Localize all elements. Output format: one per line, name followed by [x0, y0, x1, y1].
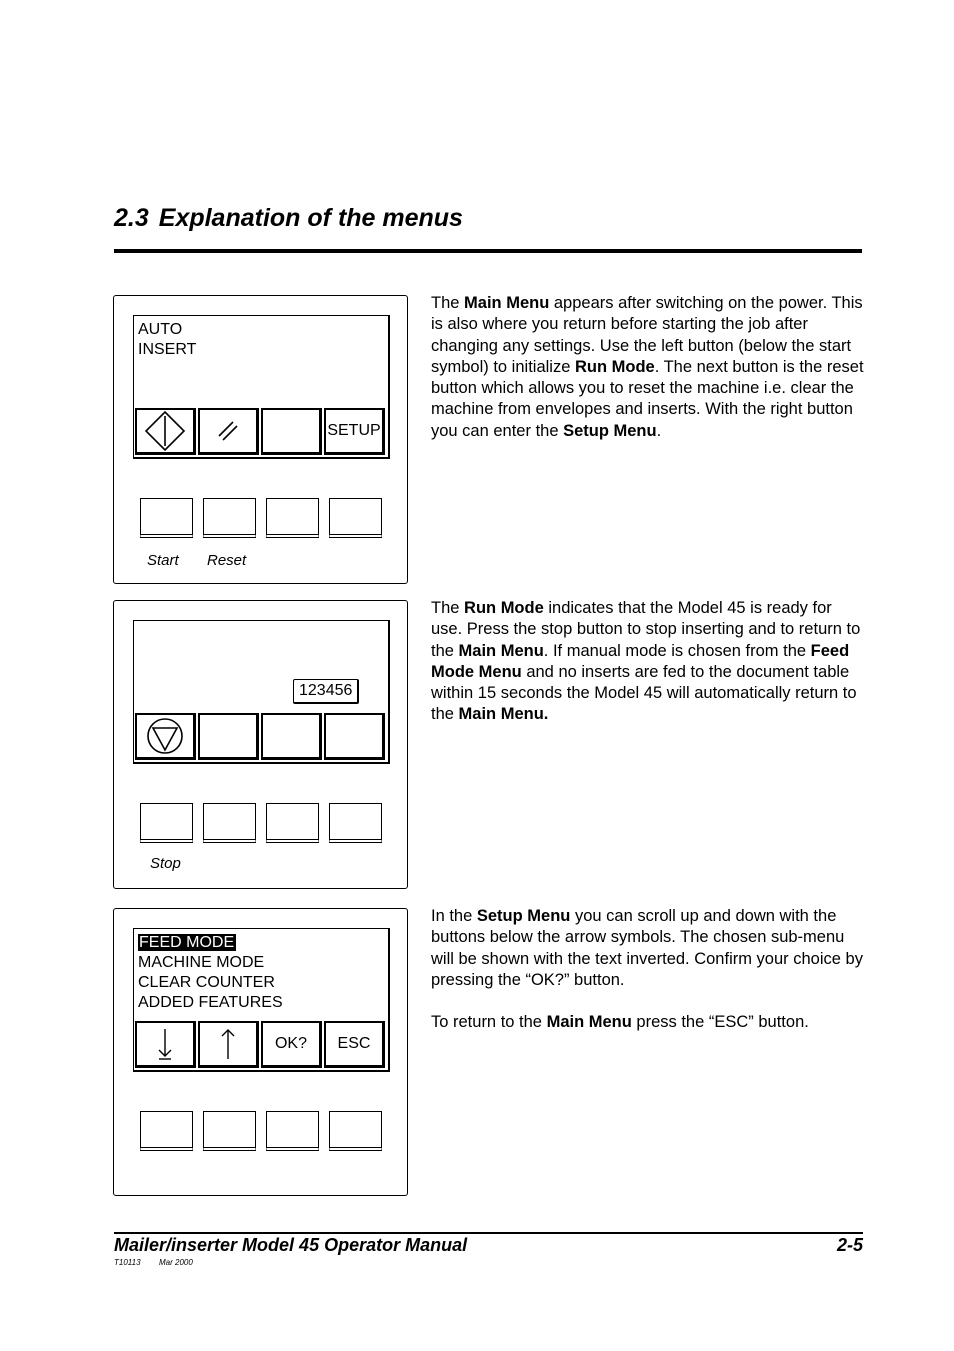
- emphasized-term: Feed Mode Menu: [431, 641, 850, 681]
- setup-paragraph: [431, 906, 865, 991]
- esc-softkey: ESC: [324, 1021, 385, 1068]
- menu-item-added-features: ADDED FEATURES: [138, 994, 283, 1011]
- start-softkey: [135, 408, 196, 455]
- text-run: and no inserts are fed to the document table within 15 seconds the Model 45 will automatically return to the: [431, 662, 857, 724]
- reset-label: Reset: [207, 552, 247, 569]
- hardware-button-4: [329, 803, 382, 843]
- section-number: 2.3: [114, 204, 149, 232]
- reset-icon: [213, 416, 243, 446]
- emphasized-term: Main Menu: [458, 641, 544, 660]
- text-run: . If manual mode is chosen from the: [543, 641, 811, 660]
- hardware-button-3: [266, 803, 319, 843]
- text-run: press the “ESC” button.: [631, 1013, 809, 1032]
- setup-menu-display: [133, 928, 390, 1072]
- main-menu-display: [133, 315, 390, 459]
- stop-softkey: [135, 713, 196, 760]
- emphasized-term: Run Mode: [464, 599, 544, 617]
- setup-menu-description: [431, 906, 865, 1033]
- blank-softkey: [261, 713, 322, 760]
- display-line: INSERT: [138, 341, 197, 358]
- start-label: Start: [147, 552, 179, 569]
- setup-button: [329, 498, 382, 538]
- ok-button: [266, 1111, 319, 1151]
- menu-item-clear-counter: CLEAR COUNTER: [138, 974, 275, 991]
- text-run: appears after switching on the power. This is also where you return before starting the job after changing any settings. Use the left button (below the start symbol) to initialize: [431, 294, 863, 376]
- text-run: .: [656, 421, 662, 440]
- setup-softkey: SETUP: [324, 408, 385, 455]
- run-mode-panel: [113, 600, 408, 889]
- emphasized-term: Main Menu: [546, 1013, 632, 1032]
- run-mode-description: [431, 598, 865, 726]
- setup-menu-panel: [113, 908, 408, 1196]
- text-run: indicates that the Model 45 is ready for use. Press the stop button to stop inserting and to return to the: [431, 599, 861, 660]
- scroll-down-button: [140, 1111, 193, 1151]
- blank-softkey: [324, 713, 385, 760]
- main-menu-description: [431, 293, 865, 442]
- emphasized-term: Main Menu: [464, 294, 550, 312]
- section-heading: [114, 204, 463, 233]
- scroll-down-softkey: [135, 1021, 196, 1068]
- emphasized-term: Main Menu.: [458, 705, 549, 724]
- emphasized-term: Setup Menu: [476, 907, 571, 925]
- stop-icon: [145, 716, 185, 756]
- document-date: Mar 2000: [159, 1258, 193, 1267]
- arrow-down-icon: [155, 1026, 175, 1062]
- stop-label: Stop: [150, 855, 181, 872]
- run-mode-display: [133, 620, 390, 764]
- reset-softkey: [198, 408, 259, 455]
- main-menu-panel: [113, 295, 408, 584]
- return-paragraph: [431, 1012, 865, 1033]
- start-icon: [144, 410, 186, 452]
- stop-button: [140, 803, 193, 843]
- ok-softkey: OK?: [261, 1021, 322, 1068]
- display-line: AUTO: [138, 321, 183, 338]
- blank-softkey: [261, 408, 322, 455]
- hardware-button-2: [203, 803, 256, 843]
- hardware-button-3: [266, 498, 319, 538]
- text-run: To return to the: [431, 1013, 547, 1032]
- menu-item-machine-mode: MACHINE MODE: [138, 954, 265, 971]
- emphasized-term: Run Mode: [574, 357, 655, 376]
- emphasized-term: Setup Menu: [563, 421, 657, 440]
- text-run: . The next button is the reset button which allows you to reset the machine i.e. clear the machine from envelopes and inserts. With the right button you can enter the: [431, 357, 864, 440]
- insert-counter: 123456: [293, 679, 359, 704]
- scroll-up-softkey: [198, 1021, 259, 1068]
- text-run: In the: [431, 907, 477, 925]
- esc-button: [329, 1111, 382, 1151]
- text-run: The: [431, 599, 465, 617]
- text-run: you can scroll up and down with the buttons below the arrow symbols. The chosen sub-menu will be shown with the text inverted. Confirm your choice by pressing the “OK?” button.: [431, 907, 863, 989]
- scroll-up-button: [203, 1111, 256, 1151]
- start-button: [140, 498, 193, 538]
- heading-rule: [114, 249, 862, 253]
- selected-menu-item: FEED MODE: [139, 934, 235, 951]
- section-title: Explanation of the menus: [158, 204, 463, 232]
- menu-item-feed-mode: [138, 933, 283, 953]
- footer-rule: [114, 1232, 863, 1234]
- document-code: T10113: [114, 1258, 141, 1267]
- arrow-up-icon: [218, 1026, 238, 1062]
- manual-title: Mailer/inserter Model 45 Operator Manual: [114, 1235, 468, 1255]
- blank-softkey: [198, 713, 259, 760]
- reset-button: [203, 498, 256, 538]
- text-run: The: [431, 294, 465, 312]
- page-number: 2-5: [836, 1235, 863, 1255]
